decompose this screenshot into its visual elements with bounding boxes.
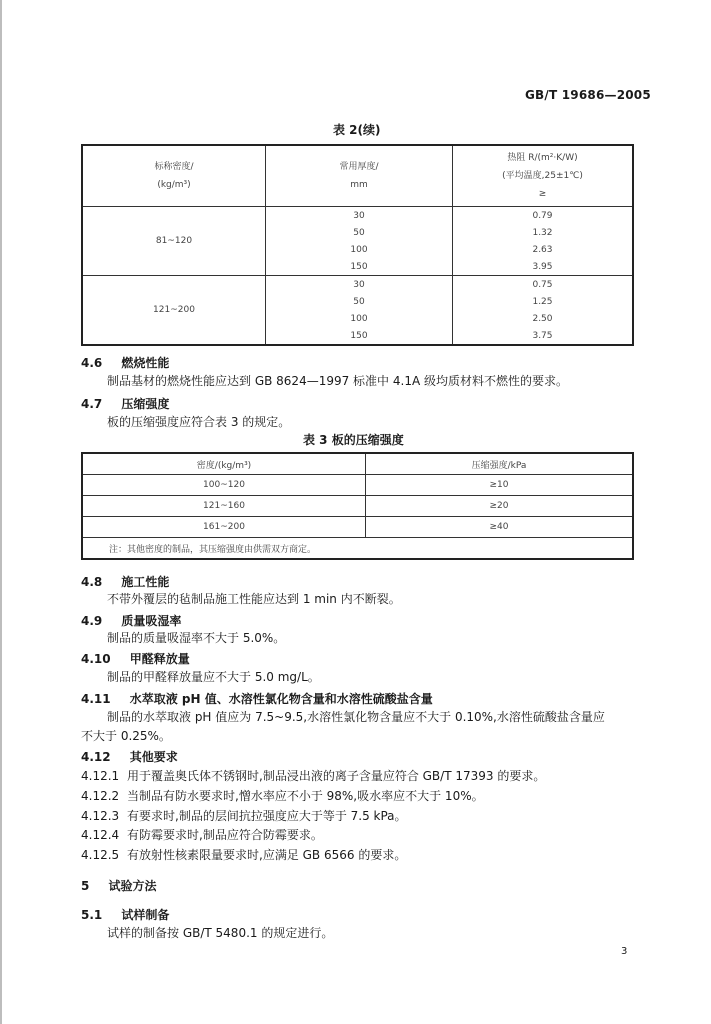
section-4-11-heading bbox=[81, 688, 433, 707]
table2-header-row bbox=[82, 145, 633, 207]
section-4-7-heading bbox=[81, 393, 169, 412]
section-title: 其他要求 bbox=[129, 750, 178, 764]
table2-cell-r: 1.32 bbox=[453, 224, 634, 241]
item-text: 用于覆盖奥氏体不锈钢时,制品浸出液的离子含量应符合 GB/T 17393 的要求。 bbox=[127, 769, 546, 783]
section-4-7-text: 板的压缩强度应符合表 3 的规定。 bbox=[107, 415, 291, 429]
section-title: 试样制备 bbox=[121, 908, 170, 922]
table-row bbox=[82, 475, 633, 496]
section-title: 压缩强度 bbox=[121, 397, 170, 411]
table2-cell-thickness: 150 bbox=[266, 327, 453, 345]
section-number: 5 bbox=[81, 879, 90, 893]
table3-note-row bbox=[82, 538, 633, 560]
table-row bbox=[82, 276, 633, 294]
section-number: 4.7 bbox=[81, 397, 103, 411]
table2-cell-r: 2.63 bbox=[453, 241, 634, 258]
table2-cell-thickness: 100 bbox=[266, 310, 453, 327]
section-number: 4.10 bbox=[81, 652, 111, 666]
table2-group2-density: 121~200 bbox=[82, 276, 266, 346]
section-number: 5.1 bbox=[81, 908, 103, 922]
table2-col-r-label: 热阻 R/(m²·K/W) bbox=[507, 153, 578, 163]
table3-col-strength: 压缩强度/kPa bbox=[366, 453, 634, 475]
section-title: 施工性能 bbox=[121, 575, 170, 589]
section-5-1-heading bbox=[81, 904, 169, 923]
item-number: 4.12.5 bbox=[81, 848, 120, 862]
table2-cell-r: 1.25 bbox=[453, 293, 634, 310]
section-4-10-heading bbox=[81, 648, 190, 667]
section-4-6-heading bbox=[81, 352, 169, 371]
section-title: 水萃取液 pH 值、水溶性氯化物含量和水溶性硫酸盐含量 bbox=[129, 692, 433, 706]
table3-col-density: 密度/(kg/m³) bbox=[82, 453, 366, 475]
table2-col-thickness-label: 常用厚度/ bbox=[339, 162, 379, 172]
table3-cell-density: 100~120 bbox=[82, 475, 366, 496]
table-row bbox=[82, 517, 633, 538]
table2-cell-r: 0.75 bbox=[453, 276, 634, 294]
item-number: 4.12.2 bbox=[81, 789, 120, 803]
list-item bbox=[81, 787, 484, 804]
table2-cell-r: 0.79 bbox=[453, 207, 634, 225]
item-text: 当制品有防水要求时,憎水率应不小于 98%,吸水率应不大于 10%。 bbox=[127, 789, 484, 803]
table2-cell-thickness: 30 bbox=[266, 276, 453, 294]
table2-cell-r: 2.50 bbox=[453, 310, 634, 327]
section-title: 试验方法 bbox=[108, 879, 157, 893]
section-4-11-text-line1: 制品的水萃取液 pH 值应为 7.5~9.5,水溶性氯化物含量应不大于 0.10%,水溶性硫酸盐含量应 bbox=[107, 710, 605, 724]
list-item bbox=[81, 846, 406, 863]
list-item bbox=[81, 826, 323, 843]
section-number: 4.11 bbox=[81, 692, 111, 706]
table3-caption: 表 3 板的压缩强度 bbox=[303, 433, 404, 447]
item-number: 4.12.4 bbox=[81, 828, 120, 842]
table2-col-density-unit: (kg/m³) bbox=[157, 180, 191, 190]
table2-cell-r: 3.75 bbox=[453, 327, 634, 345]
table3-header-row bbox=[82, 453, 633, 475]
section-number: 4.9 bbox=[81, 614, 103, 628]
table2-cell-thickness: 150 bbox=[266, 258, 453, 276]
section-4-8-heading bbox=[81, 571, 169, 590]
section-number: 4.8 bbox=[81, 575, 103, 589]
list-item bbox=[81, 767, 545, 784]
page-number: 3 bbox=[621, 946, 628, 957]
section-title: 质量吸湿率 bbox=[121, 614, 182, 628]
section-number: 4.6 bbox=[81, 356, 103, 370]
table-row bbox=[82, 496, 633, 517]
table3-cell-strength: ≥40 bbox=[366, 517, 634, 538]
table2-cell-r: 3.95 bbox=[453, 258, 634, 276]
item-text: 有放射性核素限量要求时,应满足 GB 6566 的要求。 bbox=[127, 848, 407, 862]
table3-cell-density: 121~160 bbox=[82, 496, 366, 517]
item-number: 4.12.3 bbox=[81, 809, 120, 823]
section-4-9-heading bbox=[81, 610, 181, 629]
table2-cell-thickness: 100 bbox=[266, 241, 453, 258]
section-5-1-text: 试样的制备按 GB/T 5480.1 的规定进行。 bbox=[107, 926, 334, 940]
table2-col-thickness bbox=[266, 145, 453, 207]
section-4-10-text: 制品的甲醛释放量应不大于 5.0 mg/L。 bbox=[107, 670, 320, 684]
table2-col-density bbox=[82, 145, 266, 207]
table2-col-thickness-unit: mm bbox=[350, 180, 368, 190]
section-title: 燃烧性能 bbox=[121, 356, 170, 370]
section-4-12-heading bbox=[81, 746, 178, 765]
item-text: 有要求时,制品的层间抗拉强度应大于等于 7.5 kPa。 bbox=[127, 809, 407, 823]
section-4-11-text-line2: 不大于 0.25%。 bbox=[81, 729, 171, 743]
table3-cell-strength: ≥10 bbox=[366, 475, 634, 496]
table2-col-r-sub: (平均温度,25±1℃) bbox=[502, 171, 583, 181]
table2 bbox=[81, 144, 634, 346]
table-row bbox=[82, 207, 633, 225]
section-4-6-text: 制品基材的燃烧性能应达到 GB 8624—1997 标准中 4.1A 级均质材料不燃性的要求。 bbox=[107, 374, 568, 388]
section-4-8-text: 不带外覆层的毡制品施工性能应达到 1 min 内不断裂。 bbox=[107, 592, 401, 606]
section-5-heading bbox=[81, 875, 156, 894]
table3-cell-density: 161~200 bbox=[82, 517, 366, 538]
scan-border bbox=[0, 0, 2, 1024]
section-4-9-text: 制品的质量吸湿率不大于 5.0%。 bbox=[107, 631, 286, 645]
item-number: 4.12.1 bbox=[81, 769, 120, 783]
list-item bbox=[81, 807, 407, 824]
table2-group1-density: 81~120 bbox=[82, 207, 266, 276]
table3 bbox=[81, 452, 634, 560]
table2-col-r-symbol: ≥ bbox=[538, 189, 547, 199]
table3-cell-strength: ≥20 bbox=[366, 496, 634, 517]
table3-note: 注：其他密度的制品，其压缩强度由供需双方商定。 bbox=[82, 538, 633, 560]
table2-cell-thickness: 30 bbox=[266, 207, 453, 225]
section-number: 4.12 bbox=[81, 750, 111, 764]
section-title: 甲醛释放量 bbox=[129, 652, 190, 666]
table2-caption: 表 2(续) bbox=[333, 123, 381, 137]
table2-cell-thickness: 50 bbox=[266, 293, 453, 310]
table2-col-r bbox=[453, 145, 634, 207]
standard-number: GB/T 19686—2005 bbox=[525, 88, 651, 102]
table2-cell-thickness: 50 bbox=[266, 224, 453, 241]
item-text: 有防霉要求时,制品应符合防霉要求。 bbox=[127, 828, 323, 842]
table2-col-density-label: 标称密度/ bbox=[154, 162, 194, 172]
